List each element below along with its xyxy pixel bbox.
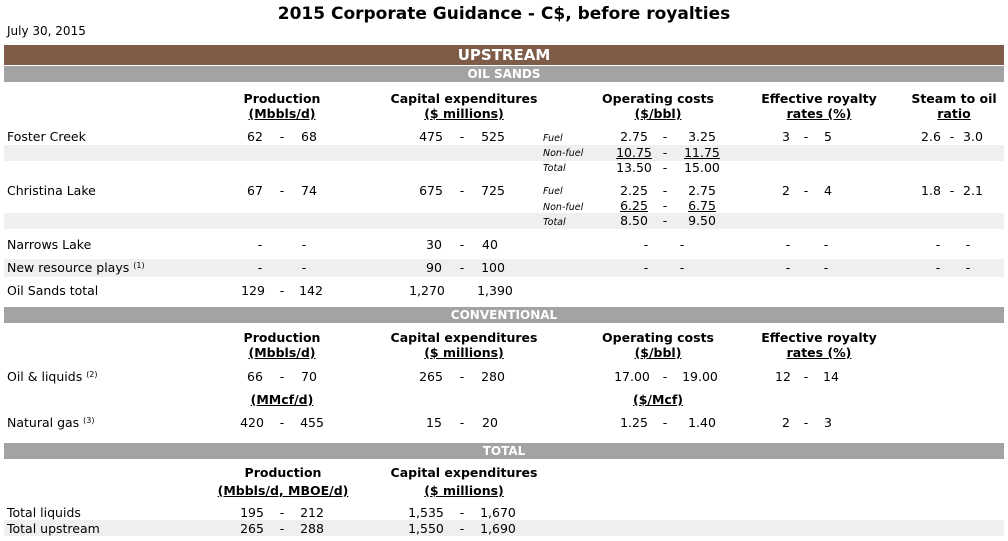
capex-high: 525 — [481, 129, 505, 144]
opcost-low: 1.25 — [620, 415, 648, 430]
capex-high: 1,670 — [480, 505, 516, 520]
sep: - — [279, 521, 285, 536]
row-label-total-liquids: Total liquids — [7, 505, 81, 520]
dash: - — [935, 237, 941, 252]
row-label-oil-sands-total: Oil Sands total — [7, 283, 99, 298]
row-label-natural-gas: Natural gas $^{(3)}$ — [7, 415, 95, 430]
cost-label-fuel: Fuel — [543, 133, 563, 144]
sep: - — [459, 129, 465, 144]
sep: - — [949, 129, 955, 144]
prod-low: 420 — [240, 415, 264, 430]
nonfuel-low: 6.25 — [620, 198, 648, 213]
row-label-total-upstream: Total upstream — [7, 521, 100, 536]
header-production: Production (Mbbls/d, MBOE/d) — [217, 465, 349, 498]
nonfuel-low: 10.75 — [616, 145, 652, 160]
sep: - — [662, 145, 668, 160]
row-shade — [4, 213, 1004, 229]
steam-low: 1.8 — [921, 183, 941, 198]
sep: - — [803, 415, 809, 430]
capex-high: 1,690 — [480, 521, 516, 536]
capex-high: 1,390 — [477, 283, 513, 298]
sep: - — [662, 369, 668, 384]
sep: - — [662, 198, 668, 213]
dash: - — [257, 237, 263, 252]
capex-low: 265 — [419, 369, 443, 384]
header-capex: Capital expenditures ($ millions) — [390, 91, 538, 121]
sep: - — [279, 283, 285, 298]
capex-high: 280 — [481, 369, 505, 384]
dash: - — [965, 237, 971, 252]
page-title: 2015 Corporate Guidance - C$, before royalties — [277, 4, 731, 24]
header-opcost: Operating costs ($/bbl) — [602, 91, 714, 121]
prod-low: 265 — [240, 521, 264, 536]
row-label-narrows-lake: Narrows Lake — [7, 237, 92, 252]
royalty-high: 4 — [824, 183, 832, 198]
prod-high: 74 — [301, 183, 317, 198]
header-production: Production (Mbbls/d) — [243, 91, 321, 121]
sep: - — [459, 369, 465, 384]
sep: - — [279, 369, 285, 384]
royalty-high: 3 — [824, 415, 832, 430]
capex-low: 15 — [426, 415, 442, 430]
row-label-foster-creek: Foster Creek — [7, 129, 86, 144]
header-steam: Steam to oil ratio — [911, 91, 997, 121]
prod-low: 195 — [240, 505, 264, 520]
capex-high: 20 — [482, 415, 498, 430]
dash: - — [679, 237, 685, 252]
total-high: 9.50 — [688, 213, 716, 228]
row-label-oil-liquids: Oil & liquids $^{(2)}$ — [7, 369, 98, 384]
royalty-high: 14 — [823, 369, 839, 384]
row-label-christina-lake: Christina Lake — [7, 183, 96, 198]
cost-label-total: Total — [543, 163, 566, 174]
cost-label-fuel: Fuel — [543, 186, 563, 197]
fuel-high: 3.25 — [688, 129, 716, 144]
capex-high: 100 — [481, 260, 505, 275]
capex-low: 675 — [419, 183, 443, 198]
cost-label-nonfuel: Non-fuel — [543, 202, 584, 213]
prod-low: 129 — [241, 283, 265, 298]
sep: - — [279, 129, 285, 144]
prod-high: 68 — [301, 129, 317, 144]
fuel-high: 2.75 — [688, 183, 716, 198]
sep: - — [279, 505, 285, 520]
sep: - — [662, 183, 668, 198]
dash: - — [301, 260, 307, 275]
prod-low: 62 — [247, 129, 263, 144]
sep: - — [662, 213, 668, 228]
total-low: 8.50 — [620, 213, 648, 228]
royalty-low: 2 — [782, 415, 790, 430]
dash: - — [785, 260, 791, 275]
capex-low: 90 — [426, 260, 442, 275]
sep: - — [459, 237, 465, 252]
unit-per-mcf: ($/Mcf) — [633, 392, 683, 407]
header-capex: Capital expenditures ($ millions) — [390, 465, 538, 498]
band-total: TOTAL — [4, 443, 1004, 459]
prod-high: 212 — [300, 505, 324, 520]
sep: - — [662, 415, 668, 430]
header-royalty: Effective royalty rates (%) — [761, 330, 877, 360]
dash: - — [257, 260, 263, 275]
royalty-low: 3 — [782, 129, 790, 144]
sep: - — [803, 183, 809, 198]
sep: - — [949, 183, 955, 198]
row-label-new-resource-plays: New resource plays $^{(1)}$ — [7, 260, 145, 275]
capex-high: 725 — [481, 183, 505, 198]
capex-low: 30 — [426, 237, 442, 252]
header-royalty: Effective royalty rates (%) — [761, 91, 877, 121]
sep: - — [459, 260, 465, 275]
capex-low: 1,550 — [408, 521, 444, 536]
dash: - — [643, 237, 649, 252]
nonfuel-high: 6.75 — [688, 198, 716, 213]
dash: - — [935, 260, 941, 275]
opcost-high: 19.00 — [682, 369, 718, 384]
sep: - — [459, 505, 465, 520]
sep: - — [459, 415, 465, 430]
prod-high: 70 — [301, 369, 317, 384]
header-capex: Capital expenditures ($ millions) — [390, 330, 538, 360]
prod-high: 455 — [300, 415, 324, 430]
capex-low: 1,535 — [408, 505, 444, 520]
royalty-low: 2 — [782, 183, 790, 198]
cost-label-nonfuel: Non-fuel — [543, 148, 584, 159]
royalty-high: 5 — [824, 129, 832, 144]
opcost-low: 17.00 — [614, 369, 650, 384]
report-date: July 30, 2015 — [7, 24, 86, 38]
dash: - — [965, 260, 971, 275]
prod-low: 67 — [247, 183, 263, 198]
total-low: 13.50 — [616, 160, 652, 175]
dash: - — [643, 260, 649, 275]
sep: - — [459, 521, 465, 536]
header-opcost: Operating costs ($/bbl) — [602, 330, 714, 360]
prod-high: 142 — [299, 283, 323, 298]
total-high: 15.00 — [684, 160, 720, 175]
cost-label-total: Total — [543, 217, 566, 228]
nonfuel-high: 11.75 — [684, 145, 720, 160]
capex-low: 475 — [419, 129, 443, 144]
fuel-low: 2.25 — [620, 183, 648, 198]
fuel-low: 2.75 — [620, 129, 648, 144]
sep: - — [662, 129, 668, 144]
capex-low: 1,270 — [409, 283, 445, 298]
sep: - — [459, 183, 465, 198]
sep: - — [279, 415, 285, 430]
opcost-high: 1.40 — [688, 415, 716, 430]
sep: - — [662, 160, 668, 175]
steam-high: 3.0 — [963, 129, 983, 144]
header-production: Production (Mbbls/d) — [243, 330, 321, 360]
band-conventional: CONVENTIONAL — [4, 307, 1004, 323]
dash: - — [823, 260, 829, 275]
steam-high: 2.1 — [963, 183, 983, 198]
dash: - — [301, 237, 307, 252]
prod-high: 288 — [300, 521, 324, 536]
band-oil-sands: OIL SANDS — [4, 66, 1004, 82]
capex-high: 40 — [482, 237, 498, 252]
sep: - — [803, 369, 809, 384]
dash: - — [823, 237, 829, 252]
row-shade — [4, 145, 1004, 161]
prod-low: 66 — [247, 369, 263, 384]
band-upstream: UPSTREAM — [4, 45, 1004, 65]
dash: - — [785, 237, 791, 252]
sep: - — [279, 183, 285, 198]
royalty-low: 12 — [775, 369, 791, 384]
sep: - — [803, 129, 809, 144]
dash: - — [679, 260, 685, 275]
unit-mmcf: (MMcf/d) — [250, 392, 314, 407]
steam-low: 2.6 — [921, 129, 941, 144]
